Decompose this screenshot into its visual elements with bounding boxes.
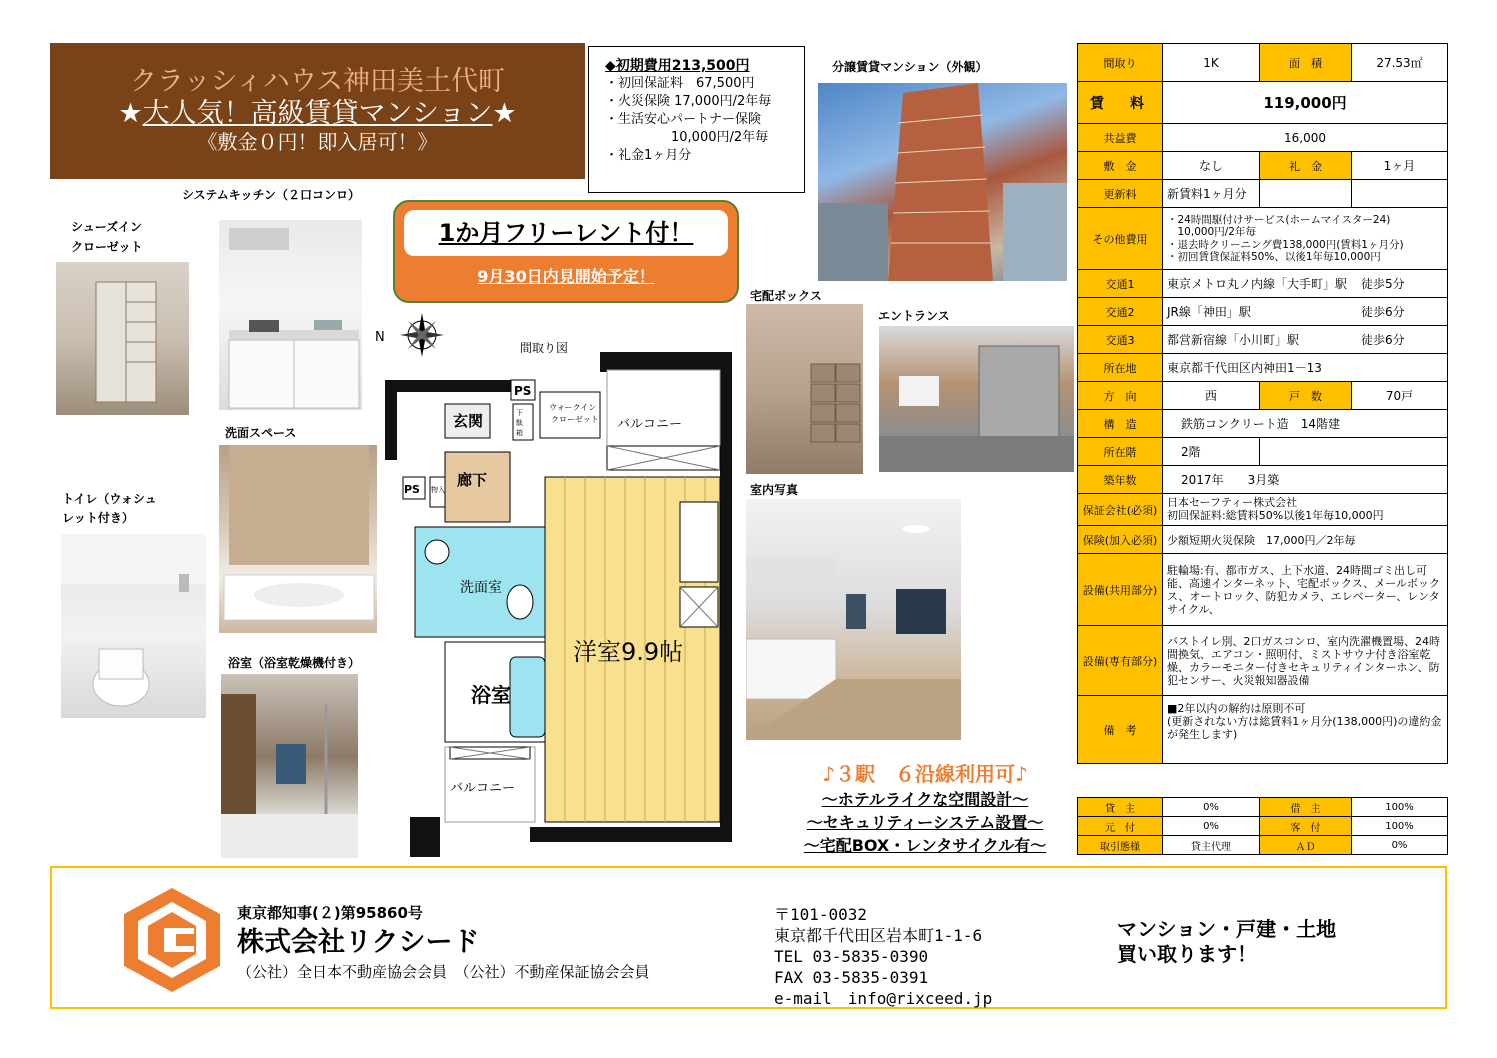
- access3-label: 交通3: [1078, 326, 1163, 354]
- table-row: [1078, 438, 1448, 466]
- promo-feature: ～宅配BOX・レンタサイクル有～: [803, 836, 1047, 855]
- access1-label: 交通1: [1078, 270, 1163, 298]
- bath-caption: 浴室（浴室乾燥機付き）: [228, 656, 361, 670]
- shoe-box-label: 下: [516, 409, 523, 417]
- washroom-photo: [219, 445, 377, 633]
- washroom-photo-art: [219, 445, 377, 633]
- insurance-value: 少額短期火災保険 17,000円／2年毎: [1163, 526, 1448, 554]
- exterior-caption: 分譲賃貸マンション（外観）: [832, 60, 988, 74]
- phone: TEL 03-5835-0390: [774, 947, 929, 966]
- buying-message: [1117, 917, 1336, 967]
- madori-value: 1K: [1163, 44, 1260, 82]
- deposit-value: なし: [1163, 152, 1260, 180]
- delivery-box-photo: [746, 304, 863, 474]
- direction-label: 方 向: [1078, 382, 1163, 410]
- star-left: ★: [118, 98, 143, 129]
- company-footer: [50, 866, 1447, 1009]
- kyakuzuke-value: 100%: [1352, 817, 1448, 836]
- key-money-value: 1ヶ月: [1352, 152, 1448, 180]
- compass-icon: [400, 313, 444, 357]
- motozuke-label: 元 付: [1078, 817, 1163, 836]
- buying-line-1: マンション・戸建・土地: [1117, 917, 1337, 941]
- balcony-label-1: バルコニー: [617, 417, 683, 432]
- initial-cost-item: ・礼金1ヶ月分: [605, 148, 692, 163]
- private-facilities-value: バストイレ別、2口ガスコンロ、室内洗濯機置場、24時間換気、エアコン・照明付、ミストサウナ付き浴室乾燥、カラーモニター付きセキュリティインターホン、防犯センサー、火災報知器設備: [1163, 626, 1448, 696]
- shared-facilities-value: 駐輪場:有、都市ガス、上下水道、24時間ゴミ出し可能、高速インターネット、宅配ボックス、メールボックス、オートロック、防犯カメラ、エレベーター、レンタサイクル、: [1163, 554, 1448, 626]
- structure-label: 構 造: [1078, 410, 1163, 438]
- viewing-start: 9月30日内見開始予定！: [477, 267, 655, 286]
- entrance-caption: エントランス: [878, 309, 950, 323]
- other-fees-label: その他費用: [1078, 208, 1163, 270]
- table-row: [1078, 180, 1448, 208]
- postal-code: 〒101-0032: [774, 905, 868, 924]
- promo-block: [780, 760, 1070, 857]
- promo-stations: ♪３駅 ６沿線利用可♪: [822, 762, 1028, 786]
- table-row: [1078, 82, 1448, 124]
- room-label: 洋室9.9帖: [573, 638, 684, 666]
- initial-cost-item: ・初回保証料 67,500円: [605, 76, 755, 91]
- rent-label: 賃 料: [1078, 82, 1163, 124]
- madori-label: 間取り: [1078, 44, 1163, 82]
- initial-cost-item: 10,000円/2年毎: [671, 130, 769, 145]
- table-row: [1078, 326, 1448, 354]
- floor-plan: [375, 312, 740, 862]
- property-name: クラッシィハウス神田美土代町: [129, 66, 506, 97]
- email-link[interactable]: e-mail info@rixceed.jp: [774, 989, 993, 1008]
- floor-label: 所在階: [1078, 438, 1163, 466]
- closet-photo-art: [56, 262, 189, 415]
- free-rent-main: [404, 210, 728, 256]
- table-row: [1078, 494, 1448, 526]
- direction-value: 西: [1163, 382, 1260, 410]
- built-year: 2017年: [1181, 473, 1224, 487]
- company-logo-icon: [124, 888, 220, 992]
- access1-station: 東京メトロ丸ノ内線「大手町」駅: [1167, 277, 1348, 291]
- buying-line-2: 買い取ります！: [1117, 942, 1257, 966]
- kitchen-photo: [219, 220, 362, 410]
- initial-cost-heading: ◆初期費用213,500円: [605, 58, 750, 74]
- svg-text:駄: 駄: [516, 419, 523, 427]
- promo-feature: ～セキュリティーシステム設置～: [806, 813, 1044, 832]
- north-marker: N: [375, 330, 385, 345]
- closet-caption-2: クローゼット: [71, 240, 143, 254]
- table-row: [1078, 410, 1448, 438]
- toilet-caption-2: レット付き）: [62, 511, 134, 525]
- access3-walk: 徒歩6分: [1361, 333, 1405, 347]
- access2-station: JR線「神田」駅: [1167, 305, 1251, 319]
- table-row: [1078, 124, 1448, 152]
- guarantor-value: 日本セーフティー株式会社 初回保証料:総賃料50%以後1年毎10,000円: [1163, 494, 1448, 526]
- kitchen-caption: システムキッチン（２口コンロ）: [182, 188, 360, 202]
- rent-value: 119,000円: [1163, 82, 1448, 124]
- toilet-caption-1: トイレ（ウォシュ: [62, 492, 157, 506]
- free-rent-main-text: 1か月フリーレント付！: [438, 219, 694, 247]
- area-label: 面 積: [1260, 44, 1352, 82]
- access2-value: [1163, 298, 1448, 326]
- access2-label: 交通2: [1078, 298, 1163, 326]
- kitchen-photo-art: [219, 220, 362, 410]
- common-fee-label: 共益費: [1078, 124, 1163, 152]
- access3-station: 都営新宿線「小川町」駅: [1167, 333, 1300, 347]
- headline: [50, 99, 585, 129]
- hallway-label: 廊下: [457, 471, 488, 489]
- table-row: [1078, 382, 1448, 410]
- empty-cell: [1352, 180, 1448, 208]
- address-value: 東京都千代田区内神田1－13: [1163, 354, 1448, 382]
- closet-caption-1: シューズイン: [71, 220, 142, 234]
- company-address: 東京都千代田区岩本町1-1-6: [774, 926, 983, 945]
- subheadline: 《敷金０円！即入居可！》: [197, 130, 438, 154]
- walkin-label-2: クローゼット: [551, 415, 599, 424]
- remarks-value: ■2年以内の解約は原則不可 (更新されない方は総賃料1ヶ月分(138,000円)の違約金が発生します): [1163, 696, 1448, 764]
- renewal-label: 更新料: [1078, 180, 1163, 208]
- landlord-label: 貸 主: [1078, 798, 1163, 817]
- floor-plan-drawing: [375, 312, 740, 862]
- table-row: [1078, 696, 1448, 764]
- table-row: [1078, 526, 1448, 554]
- table-row: [1078, 836, 1448, 855]
- shared-facilities-label: 設備(共用部分): [1078, 554, 1163, 626]
- svg-text:箱: 箱: [516, 429, 523, 437]
- storage-label: 物入: [431, 486, 445, 494]
- access1-value: [1163, 270, 1448, 298]
- bath-photo-art: [221, 674, 358, 858]
- property-spec-table: [1077, 43, 1448, 764]
- initial-cost-item: ・生活安心パートナー保険: [605, 112, 762, 127]
- empty-cell: [1260, 180, 1352, 208]
- bath-label: 浴室: [471, 683, 511, 707]
- washroom-label: 洗面室: [460, 580, 502, 596]
- toilet-photo-art: [61, 534, 206, 718]
- entrance-photo-art: [879, 326, 1074, 472]
- motozuke-value: 0%: [1163, 817, 1260, 836]
- renewal-value: 新賃料1ヶ月分: [1163, 180, 1260, 208]
- promo-feature: ～ホテルライクな空間設計～: [821, 790, 1029, 809]
- structure-value: 鉄筋コンクリート造 14階建: [1163, 410, 1448, 438]
- commission-table: [1077, 797, 1448, 855]
- title-box: [50, 43, 585, 179]
- floor-plan-caption: 間取り図: [520, 341, 569, 355]
- closet-photo: [56, 262, 189, 415]
- interior-caption: 室内写真: [750, 483, 799, 497]
- bath-photo: [221, 674, 358, 858]
- address-label: 所在地: [1078, 354, 1163, 382]
- private-facilities-label: 設備(専有部分): [1078, 626, 1163, 696]
- insurance-label: 保険(加入必須): [1078, 526, 1163, 554]
- interior-photo: [746, 499, 961, 740]
- interior-photo-art: [746, 499, 961, 740]
- walkin-label: ウォークイン: [549, 403, 597, 412]
- initial-cost-box: [588, 46, 805, 193]
- initial-cost-item: ・火災保険 17,000円/2年毎: [605, 94, 772, 109]
- license-number: 東京都知事(２)第95860号: [237, 904, 423, 922]
- company-name: 株式会社リクシード: [237, 927, 480, 958]
- table-row: [1078, 208, 1448, 270]
- transaction-mode-value: 貸主代理: [1163, 836, 1260, 855]
- landlord-value: 0%: [1163, 798, 1260, 817]
- units-label: 戸 数: [1260, 382, 1352, 410]
- access3-value: [1163, 326, 1448, 354]
- tenant-value: 100%: [1352, 798, 1448, 817]
- built-month: 3月築: [1247, 473, 1280, 487]
- kyakuzuke-label: 客 付: [1260, 817, 1352, 836]
- common-fee-value: 16,000: [1163, 124, 1448, 152]
- access1-walk: 徒歩5分: [1361, 277, 1405, 291]
- transaction-mode-label: 取引態様: [1078, 836, 1163, 855]
- exterior-photo-art: [818, 83, 1067, 281]
- associations: （公社）全日本不動産協会会員 （公社）不動産保証協会会員: [237, 963, 650, 981]
- ps-label-1: PS: [514, 384, 532, 398]
- key-money-label: 礼 金: [1260, 152, 1352, 180]
- exterior-photo: [818, 83, 1067, 281]
- floor-value: 2階: [1163, 438, 1260, 466]
- headline-main: 大人気！高級賃貸マンション: [142, 98, 493, 129]
- other-fees-value: ・24時間駆付けサービス(ホームマイスター24) 10,000円/2年毎 ・退去時クリーニング費138,000円(賃料1ヶ月分) ・初回賃貸保証料50%、以後1年毎10,000円: [1163, 208, 1448, 270]
- toilet-photo: [61, 534, 206, 718]
- genkan-label: 玄関: [453, 412, 484, 430]
- area-value: 27.53㎡: [1352, 44, 1448, 82]
- table-row: [1078, 44, 1448, 82]
- entrance-photo: [879, 326, 1074, 472]
- empty-cell: [1260, 438, 1448, 466]
- table-row: [1078, 354, 1448, 382]
- guarantor-label: 保証会社(必須): [1078, 494, 1163, 526]
- table-row: [1078, 817, 1448, 836]
- table-row: [1078, 554, 1448, 626]
- delivery-box-photo-art: [746, 304, 863, 474]
- table-row: [1078, 152, 1448, 180]
- table-row: [1078, 466, 1448, 494]
- washroom-caption: 洗面スペース: [225, 426, 297, 440]
- contact-block: [774, 904, 992, 1009]
- table-row: [1078, 626, 1448, 696]
- tenant-label: 借 主: [1260, 798, 1352, 817]
- fax: FAX 03-5835-0391: [774, 968, 929, 987]
- ps-label-2: PS: [404, 483, 420, 496]
- deposit-label: 敷 金: [1078, 152, 1163, 180]
- table-row: [1078, 798, 1448, 817]
- built-value: [1163, 466, 1448, 494]
- units-value: 70戸: [1352, 382, 1448, 410]
- delivery-box-caption: 宅配ボックス: [750, 289, 822, 303]
- built-label: 築年数: [1078, 466, 1163, 494]
- access2-walk: 徒歩6分: [1361, 305, 1405, 319]
- ad-label: ＡＤ: [1260, 836, 1352, 855]
- ad-value: 0%: [1352, 836, 1448, 855]
- star-right: ★: [492, 98, 517, 129]
- remarks-label: 備 考: [1078, 696, 1163, 764]
- free-rent-banner: [393, 200, 739, 303]
- table-row: [1078, 270, 1448, 298]
- balcony-label-2: バルコニー: [450, 781, 516, 796]
- table-row: [1078, 298, 1448, 326]
